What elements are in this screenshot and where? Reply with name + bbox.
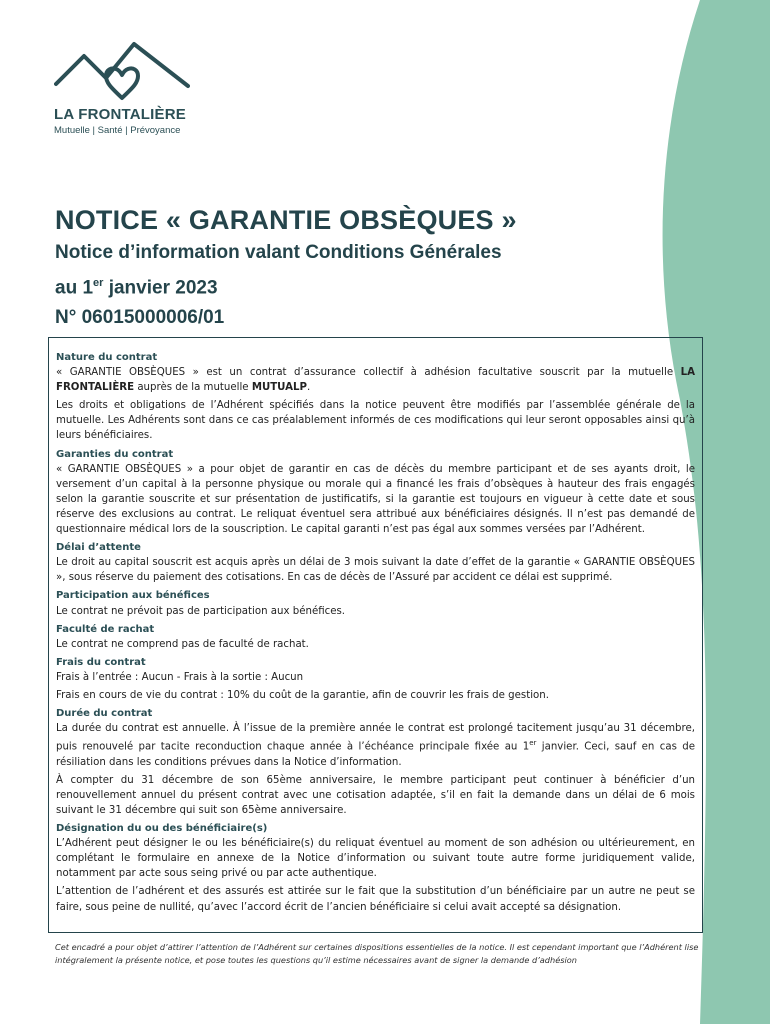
key-information-box (48, 337, 703, 933)
document-date (55, 269, 695, 302)
participation-paragraph: Le contrat ne prévoit pas de participation aux bénéfices. (56, 605, 346, 617)
nature-text-e: . (306, 382, 311, 394)
mountain-heart-icon (54, 40, 190, 102)
duree-text-b: janvier. Ceci, sauf en cas de résiliation dans les conditions prévues dans la Notice d’information. (56, 741, 695, 768)
designation-paragraph-2: L’attention de l’adhérent et des assurés est attirée sur le fait que la substitution d’un bénéficiaire par un autre ne peut se faire, sous peine de nullité, qu’avec l’accord écrit de l’ancien bénéficiaire si celui avait accepté sa désignation. (56, 886, 695, 913)
section-title-garanties: Garanties du contrat (56, 448, 174, 460)
brand-tagline: Mutuelle | Santé | Prévoyance (54, 125, 181, 136)
nature-bold-frontaliere: LA FRONTALIÈRE (56, 367, 695, 394)
designation-paragraph-1: L’Adhérent peut désigner le ou les bénéficiaire(s) du reliquat éventuel au moment de son adhésion ou ultérieurement, en complétant le formulaire en annexe de la Notice d’information ou suivant toute autre forme juridiquement valide, notamment par acte sous seing privé ou par acte authentique. (56, 838, 695, 880)
section-title-delai: Délai d’attente (56, 542, 141, 554)
nature-paragraph-2: Les droits et obligations de l’Adhérent spécifiés dans la notice peuvent être modifiés par l’assemblée générale de la mutuelle. Les Adhérents sont dans ce cas préalablement informés de ces modifications qui leur seront opposables ainsi qu’à leurs bénéficiaires. (56, 400, 695, 442)
nature-bold-mutualp: MUTUALP (251, 382, 307, 394)
duree-text-a: La durée du contrat est annuelle. À l’issue de la première année le contrat est prolongé tacitement jusqu’au 31 décembre, puis renouvelé par tacite reconduction chaque année à l’échéance principale fixée au 1 (56, 723, 695, 753)
nature-text-a: « GARANTIE OBSÈQUES » est un contrat d’assurance collectif à adhésion facultative souscrit par la mutuelle (56, 367, 681, 379)
date-prefix: au 1 (55, 277, 94, 299)
section-title-duree: Durée du contrat (56, 708, 153, 720)
document-number: N° 06015000006/01 (55, 307, 225, 329)
brand-name: LA FRONTALIÈRE (54, 106, 186, 123)
section-title-designation: Désignation du ou des bénéficiaire(s) (56, 823, 268, 835)
date-suffix: janvier 2023 (103, 277, 218, 299)
frais-paragraph-1: Frais à l’entrée : Aucun - Frais à la sortie : Aucun (56, 671, 304, 683)
section-title-frais: Frais du contrat (56, 656, 146, 668)
garanties-paragraph: « GARANTIE OBSÈQUES » a pour objet de garantir en cas de décès du membre participant et de ses ayants droit, le versement d’un capital à la personne physique ou morale qui a financé les frais d’obsèques à hauteur des frais engagés selon la garantie souscrite et sur présentation de justificatifs, si la garantie est toujours en vigueur à cette date et sous réserve des exclusions au contrat. Le reliquat éventuel sera attribué aux bénéficiaires désignés. Il n’est pas demandé de questionnaire médical lors de la souscription. Le capital garanti n’est pas égal aux sommes versées par l’Adhérent. (56, 463, 695, 536)
rachat-paragraph: Le contrat ne comprend pas de faculté de rachat. (56, 638, 309, 650)
section-title-rachat: Faculté de rachat (56, 623, 155, 635)
section-title-participation: Participation aux bénéfices (56, 590, 210, 602)
duree-paragraph-1 (56, 721, 695, 770)
frais-paragraph-2: Frais en cours de vie du contrat : 10% du coût de la garantie, afin de couvrir les frais de gestion. (56, 689, 549, 701)
delai-paragraph: Le droit au capital souscrit est acquis après un délai de 3 mois suivant la date d’effet de la garantie « GARANTIE OBSÈQUES », sous réserve du paiement des cotisations. En cas de décès de l’Assuré par accident ce délai est supprimé. (56, 557, 695, 584)
nature-paragraph-1 (56, 365, 695, 395)
duree-paragraph-2: À compter du 31 décembre de son 65ème anniversaire, le membre participant peut continuer à bénéficier d’un renouvellement annuel du présent contrat avec une cotisation adaptée, s’il en fait la demande dans un délai de 6 mois suivant le 31 décembre qui suit son 65ème anniversaire. (56, 774, 695, 817)
footnote: Cet encadré a pour objet d’attirer l’attention de l’Adhérent sur certaines dispositions essentielles de la notice. Il est cependant important que l’Adhérent lise intégralement la présente notice, et pose toutes les questions qu’il estime nécessaires avant de signer la demande d’adhésion (55, 942, 699, 965)
duree-superscript: er (529, 739, 537, 748)
nature-text-c: auprès de la mutuelle (134, 382, 252, 394)
document-subtitle: Notice d’information valant Conditions Générales (55, 242, 502, 263)
section-title-nature: Nature du contrat (56, 352, 158, 363)
date-superscript: er (93, 277, 104, 289)
document-header (55, 203, 695, 332)
brand-logo (54, 40, 194, 136)
document-title: NOTICE « GARANTIE OBSÈQUES » (55, 205, 517, 235)
